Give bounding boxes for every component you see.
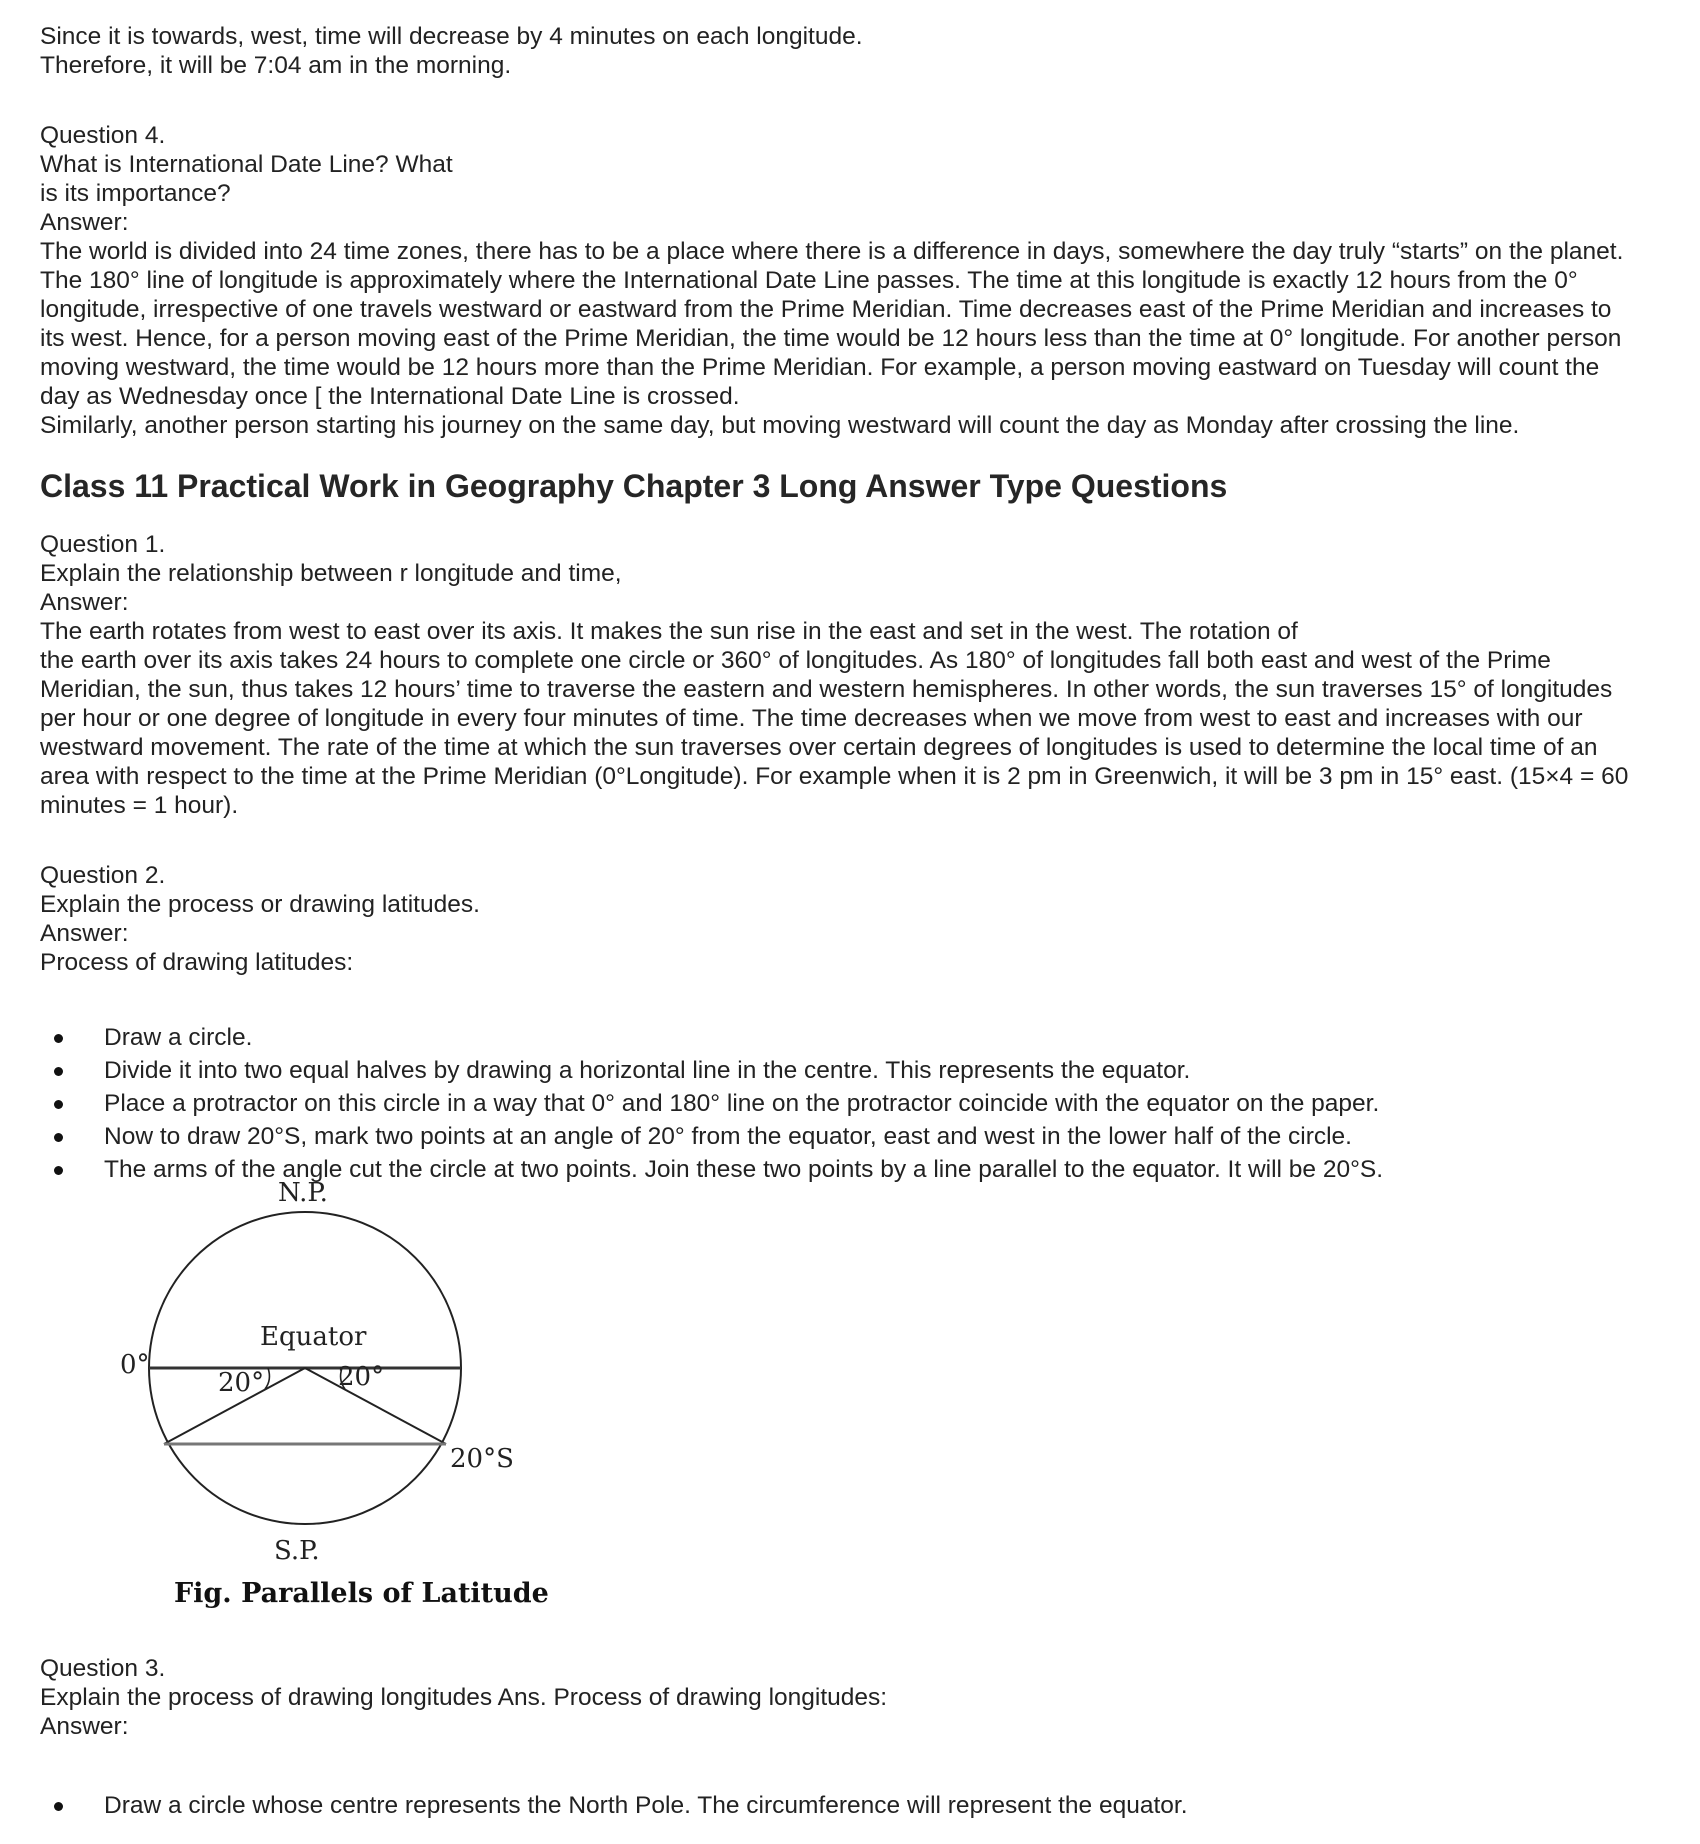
bullet-icon xyxy=(54,1133,63,1142)
answer-line: Similarly, another person starting his journey on the same day, but moving westward will count the day as Monday after crossing the line. xyxy=(40,412,1520,439)
answer-line: The 180° line of longitude is approximately where the International Date Line passes. The time at this longitude is exactly 12 hours from the 0° xyxy=(40,267,1578,294)
angle-left-label: 20° xyxy=(218,1368,265,1398)
bullet-icon xyxy=(54,1067,63,1076)
question-1 xyxy=(40,530,1680,820)
answer-line: Meridian, the sun, thus takes 12 hours’ time to traverse the eastern and western hemispheres. In other words, the sun traverses 15° of longitudes xyxy=(40,676,1613,703)
bullet-icon xyxy=(54,1166,63,1175)
north-pole-label: N.P. xyxy=(278,1178,328,1208)
question-label: Question 4. xyxy=(40,122,166,149)
intro-line: Therefore, it will be 7:04 am in the morning. xyxy=(40,52,512,79)
angle-right-label: 20° xyxy=(338,1362,385,1392)
answer-line: its west. Hence, for a person moving east of the Prime Meridian, the time would be 12 hours less than the time at 0° longitude. For another person xyxy=(40,325,1622,352)
answer-line: minutes = 1 hour). xyxy=(40,792,239,819)
latitude-steps-list xyxy=(40,1021,1680,1186)
question-text: Explain the relationship between r longitude and time, xyxy=(40,560,622,587)
parallel-20s-label: 20°S xyxy=(450,1444,514,1474)
list-item: Now to draw 20°S, mark two points at an angle of 20° from the equator, east and west in the lower half of the circle. xyxy=(40,1120,1680,1153)
answer-label: Answer: xyxy=(40,920,129,947)
list-item: Draw a circle whose centre represents the North Pole. The circumference will represent the equator. xyxy=(40,1789,1680,1822)
list-item: Draw a circle. xyxy=(40,1021,1680,1054)
answer-line: per hour or one degree of longitude in every four minutes of time. The time decreases when we move from west to east and increases with our xyxy=(40,705,1583,732)
equator-label: Equator xyxy=(260,1322,367,1352)
question-text: Explain the process of drawing longitudes Ans. Process of drawing longitudes: xyxy=(40,1684,888,1711)
parallels-of-latitude-figure xyxy=(120,1178,708,1626)
bullet-icon xyxy=(54,1034,63,1043)
question-label: Question 1. xyxy=(40,531,166,558)
latitude-diagram xyxy=(148,1186,708,1626)
answer-label: Answer: xyxy=(40,589,129,616)
question-3 xyxy=(40,1654,1680,1822)
question-text: is its importance? xyxy=(40,180,231,207)
answer-intro: Process of drawing latitudes: xyxy=(40,949,354,976)
document-body xyxy=(40,22,1680,1822)
list-item: Place a protractor on this circle in a way that 0° and 180° line on the protractor coincide with the equator on the paper. xyxy=(40,1087,1680,1120)
list-item: Divide it into two equal halves by drawing a horizontal line in the centre. This represents the equator. xyxy=(40,1054,1680,1087)
answer-line: the earth over its axis takes 24 hours to complete one circle or 360° of longitudes. As 180° of longitudes fall both east and west of the Prime xyxy=(40,647,1551,674)
answer-label: Answer: xyxy=(40,209,129,236)
figure-caption: Fig. Parallels of Latitude xyxy=(174,1578,549,1609)
answer-line: longitude, irrespective of one travels westward or eastward from the Prime Meridian. Time decreases east of the Prime Meridian and increases to xyxy=(40,296,1612,323)
answer-line: area with respect to the time at the Prime Meridian (0°Longitude). For example when it is 2 pm in Greenwich, it will be 3 pm in 15° east. (15×4 = 60 xyxy=(40,763,1629,790)
intro-line: Since it is towards, west, time will decrease by 4 minutes on each longitude. xyxy=(40,23,863,50)
answer-line: The earth rotates from west to east over its axis. It makes the sun rise in the east and set in the west. The rotation of xyxy=(40,618,1298,645)
list-item: The arms of the angle cut the circle at two points. Join these two points by a line parallel to the equator. It will be 20°S. xyxy=(40,1153,1680,1186)
question-label: Question 3. xyxy=(40,1655,166,1682)
longitude-steps-list xyxy=(40,1789,1680,1822)
question-text: Explain the process or drawing latitudes. xyxy=(40,891,480,918)
answer-line: westward movement. The rate of the time at which the sun traverses over certain degrees of longitudes is used to determine the local time of an xyxy=(40,734,1598,761)
answer-label: Answer: xyxy=(40,1713,129,1740)
answer-line: The world is divided into 24 time zones, there has to be a place where there is a difference in days, somewhere the day truly “starts” on the planet. xyxy=(40,238,1624,265)
question-2 xyxy=(40,861,1680,1626)
section-heading: Class 11 Practical Work in Geography Chapter 3 Long Answer Type Questions xyxy=(40,468,1228,504)
answer-line: moving westward, the time would be 12 hours more than the Prime Meridian. For example, a person moving eastward on Tuesday will count the xyxy=(40,354,1600,381)
angle-arc-left xyxy=(265,1368,269,1389)
south-pole-label: S.P. xyxy=(274,1536,320,1566)
question-label: Question 2. xyxy=(40,862,166,889)
bullet-icon xyxy=(54,1802,63,1811)
answer-line: day as Wednesday once [ the International Date Line is crossed. xyxy=(40,383,740,410)
question-4 xyxy=(40,121,1680,440)
zero-degree-label: 0° xyxy=(120,1350,150,1380)
question-text: What is International Date Line? What xyxy=(40,151,453,178)
bullet-icon xyxy=(54,1100,63,1109)
